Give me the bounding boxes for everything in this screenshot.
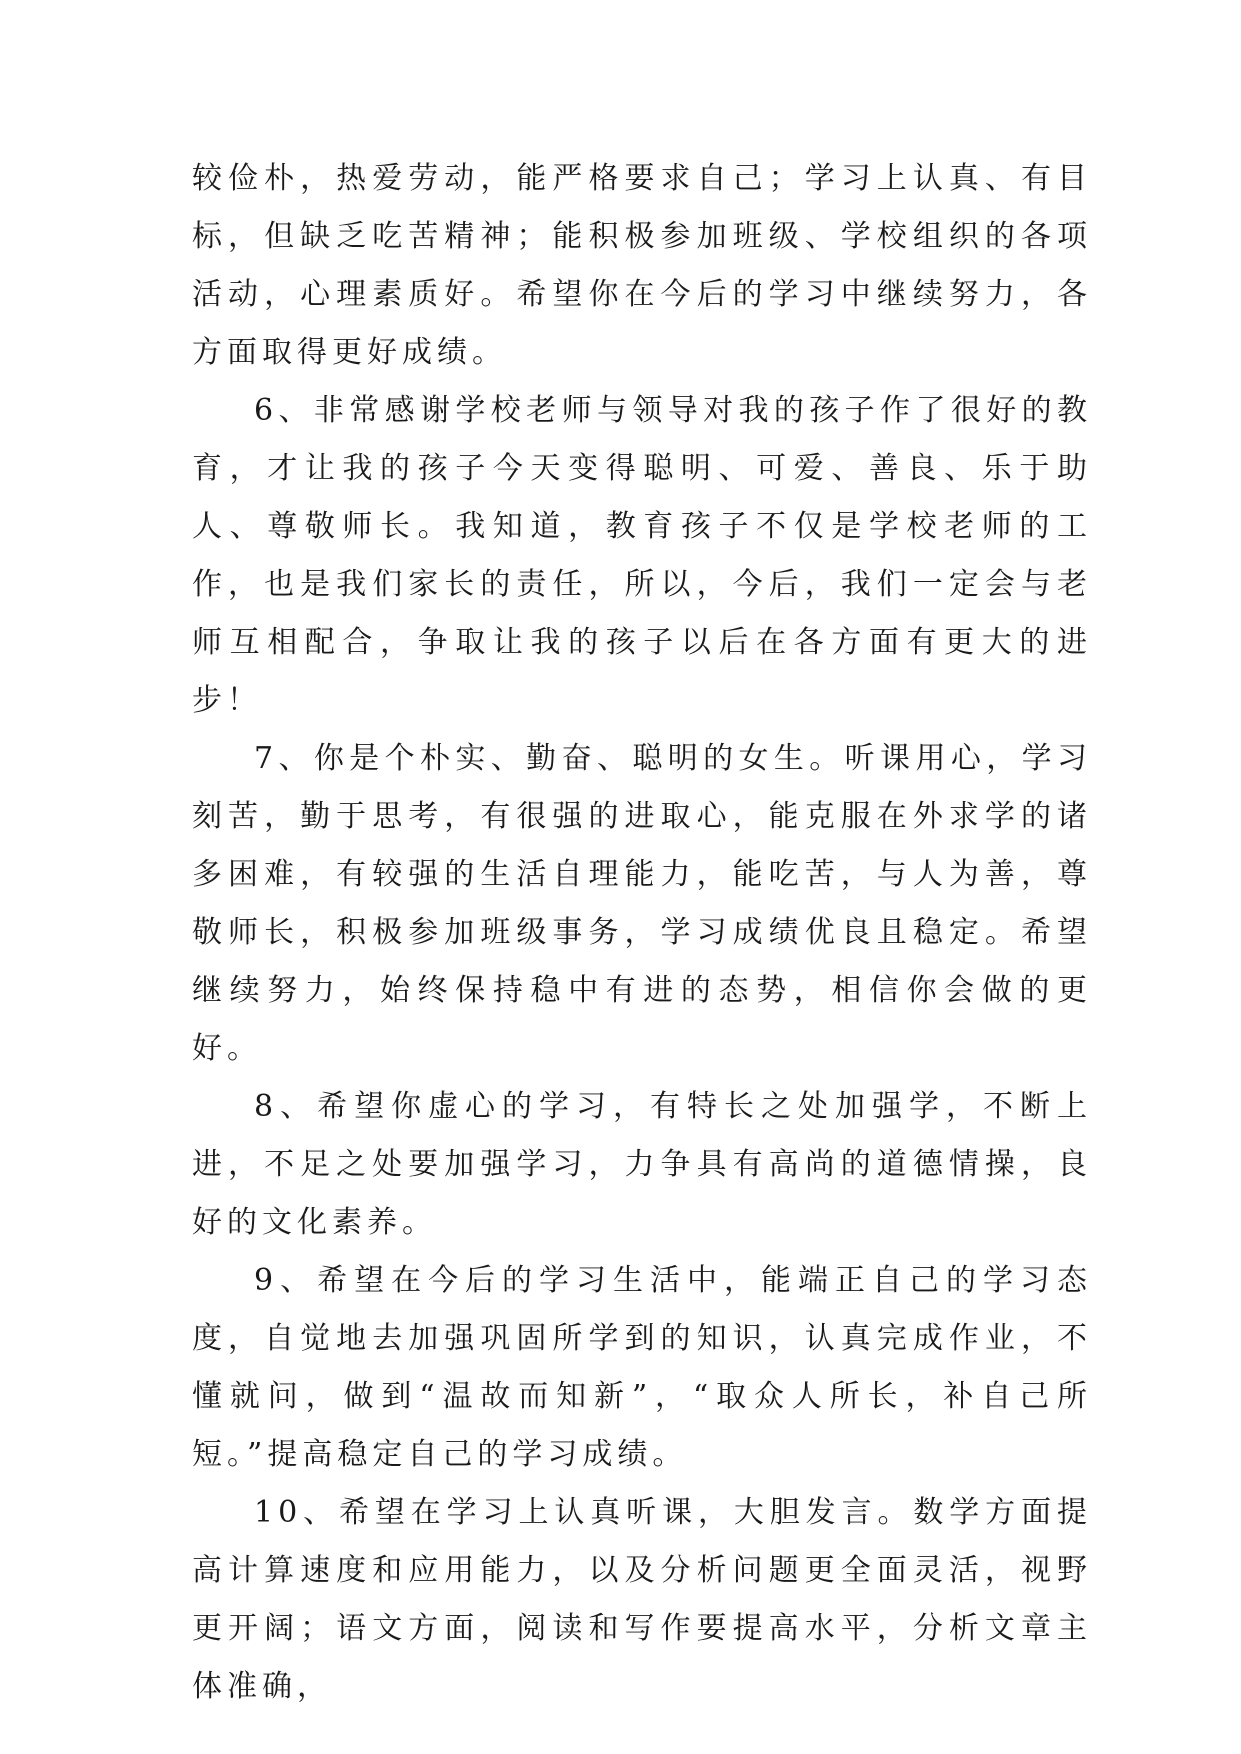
paragraph-item-9: 9、希望在今后的学习生活中，能端正自己的学习态度，自觉地去加强巩固所学到的知识，认真完成作业，不懂就问，做到“温故而知新”，“取众人所长，补自己所短。”提高稳定自己的学习成绩。 [192,1263,1092,1472]
paragraph-item-10: 10、希望在学习上认真听课，大胆发言。数学方面提高计算速度和应用能力，以及分析问题更全面灵活，视野更开阔；语文方面，阅读和写作要提高水平，分析文章主体准确， [192,1495,1092,1704]
paragraph-item-6: 6、非常感谢学校老师与领导对我的孩子作了很好的教育，才让我的孩子今天变得聪明、可爱、善良、乐于助人、尊敬师长。我知道，教育孩子不仅是学校老师的工作，也是我们家长的责任，所以，今后，我们一定会与老师互相配合，争取让我的孩子以后在各方面有更大的进步！ [192,393,1092,718]
paragraph-item-7: 7、你是个朴实、勤奋、聪明的女生。听课用心，学习刻苦，勤于思考，有很强的进取心，能克服在外求学的诸多困难，有较强的生活自理能力，能吃苦，与人为善，尊敬师长，积极参加班级事务，学习成绩优良且稳定。希望继续努力，始终保持稳中有进的态势，相信你会做的更好。 [192,741,1092,1066]
paragraph-continuation: 较俭朴，热爱劳动，能严格要求自己；学习上认真、有目标，但缺乏吃苦精神；能积极参加班级、学校组织的各项活动，心理素质好。希望你在今后的学习中继续努力，各方面取得更好成绩。 [192,161,1092,370]
document-body [192,150,1092,1716]
paragraph-item-8: 8、希望你虚心的学习，有特长之处加强学，不断上进，不足之处要加强学习，力争具有高尚的道德情操，良好的文化素养。 [192,1089,1092,1240]
